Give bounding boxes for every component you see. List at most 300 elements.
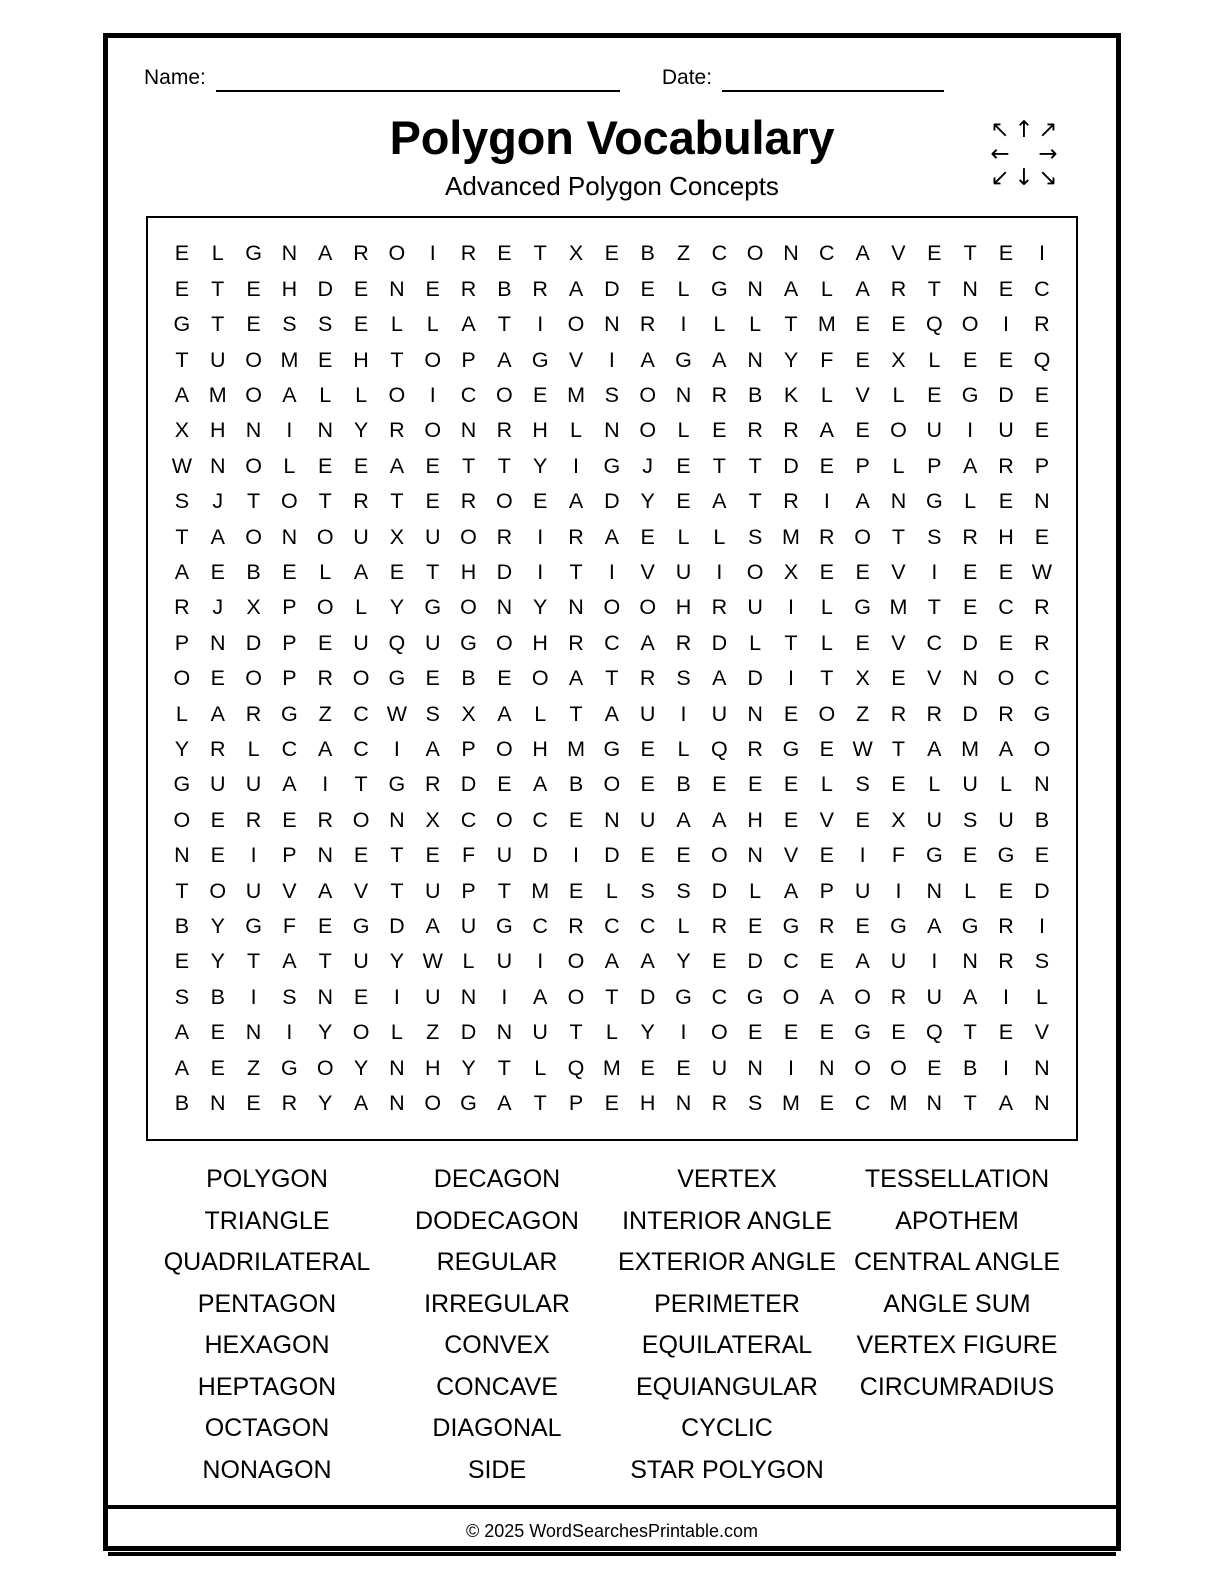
grid-letter-cell[interactable]: H bbox=[532, 630, 548, 655]
grid-letter-cell[interactable]: X bbox=[891, 807, 906, 832]
grid-letter-cell[interactable]: G bbox=[531, 347, 549, 372]
grid-letter-cell[interactable]: A bbox=[927, 914, 942, 938]
grid-letter-cell[interactable]: I bbox=[823, 489, 830, 514]
grid-letter-cell[interactable]: Y bbox=[174, 736, 190, 761]
grid-letter-cell[interactable]: D bbox=[783, 453, 799, 478]
grid-letter-cell[interactable]: O bbox=[639, 382, 657, 407]
grid-letter-cell[interactable]: O bbox=[890, 1055, 907, 1080]
grid-letter-cell[interactable]: S bbox=[747, 524, 763, 549]
grid-letter-cell[interactable]: V bbox=[891, 630, 906, 655]
grid-letter-cell[interactable]: R bbox=[209, 736, 226, 761]
grid-letter-cell[interactable]: U bbox=[424, 630, 441, 655]
grid-letter-cell[interactable]: O bbox=[603, 595, 621, 620]
grid-letter-cell[interactable]: O bbox=[854, 984, 872, 1009]
grid-letter-cell[interactable]: C bbox=[783, 949, 799, 974]
grid-letter-cell[interactable]: R bbox=[890, 701, 907, 726]
grid-letter-cell[interactable]: G bbox=[603, 453, 621, 478]
grid-letter-cell[interactable]: I bbox=[573, 453, 580, 478]
grid-letter-cell[interactable]: V bbox=[855, 382, 870, 407]
grid-letter-cell[interactable]: M bbox=[567, 736, 585, 761]
grid-letter-cell[interactable]: E bbox=[174, 241, 190, 266]
grid-letter-cell[interactable]: T bbox=[390, 347, 404, 372]
grid-letter-cell[interactable]: E bbox=[962, 559, 978, 584]
word-list-item[interactable]: CYCLIC bbox=[681, 1414, 773, 1443]
grid-letter-cell[interactable]: R bbox=[532, 276, 548, 301]
grid-letter-cell[interactable]: E bbox=[246, 1091, 261, 1116]
grid-letter-cell[interactable]: T bbox=[963, 1020, 977, 1045]
grid-letter-cell[interactable]: N bbox=[209, 1091, 226, 1116]
grid-letter-cell[interactable]: A bbox=[174, 559, 190, 584]
grid-letter-cell[interactable]: B bbox=[1034, 807, 1050, 832]
grid-letter-cell[interactable]: T bbox=[605, 666, 619, 691]
grid-letter-cell[interactable]: U bbox=[424, 984, 441, 1009]
grid-letter-cell[interactable]: I bbox=[1002, 1055, 1009, 1080]
grid-letter-cell[interactable]: Z bbox=[247, 1055, 261, 1080]
word-list-item[interactable]: EQUILATERAL bbox=[641, 1331, 813, 1360]
grid-letter-cell[interactable]: O bbox=[567, 984, 585, 1009]
grid-letter-cell[interactable]: C bbox=[532, 914, 548, 938]
grid-letter-cell[interactable]: R bbox=[998, 453, 1014, 478]
grid-letter-cell[interactable]: A bbox=[855, 276, 870, 301]
grid-letter-cell[interactable]: V bbox=[891, 241, 906, 266]
grid-letter-cell[interactable]: C bbox=[460, 382, 477, 407]
grid-letter-cell[interactable]: X bbox=[389, 524, 405, 549]
grid-letter-cell[interactable]: I bbox=[895, 878, 902, 903]
grid-letter-cell[interactable]: E bbox=[783, 701, 799, 726]
grid-letter-cell[interactable]: A bbox=[962, 984, 978, 1009]
word-list-item[interactable]: EQUIANGULAR bbox=[636, 1372, 818, 1401]
grid-letter-cell[interactable]: E bbox=[497, 666, 512, 691]
grid-letter-cell[interactable]: A bbox=[353, 1091, 369, 1116]
grid-letter-cell[interactable]: R bbox=[496, 418, 513, 443]
grid-letter-cell[interactable]: D bbox=[639, 984, 656, 1009]
grid-letter-cell[interactable]: E bbox=[246, 276, 261, 301]
grid-letter-cell[interactable]: E bbox=[962, 347, 978, 372]
grid-letter-cell[interactable]: Y bbox=[389, 949, 405, 974]
grid-letter-cell[interactable]: C bbox=[353, 736, 369, 761]
grid-letter-cell[interactable]: T bbox=[927, 276, 941, 301]
grid-letter-cell[interactable]: E bbox=[353, 843, 369, 868]
grid-letter-cell[interactable]: A bbox=[282, 949, 297, 974]
grid-letter-cell[interactable]: A bbox=[174, 382, 190, 407]
grid-letter-cell[interactable]: Z bbox=[318, 701, 332, 726]
word-list-item[interactable]: PERIMETER bbox=[654, 1289, 800, 1318]
grid-letter-cell[interactable]: I bbox=[537, 524, 544, 549]
grid-letter-cell[interactable]: E bbox=[533, 489, 548, 514]
grid-letter-cell[interactable]: N bbox=[604, 418, 620, 443]
grid-letter-cell[interactable]: T bbox=[533, 1091, 547, 1116]
grid-letter-cell[interactable]: A bbox=[712, 666, 727, 691]
grid-letter-cell[interactable]: S bbox=[1034, 949, 1050, 974]
grid-letter-cell[interactable]: E bbox=[998, 559, 1014, 584]
grid-letter-cell[interactable]: U bbox=[424, 524, 441, 549]
grid-letter-cell[interactable]: A bbox=[604, 701, 620, 726]
grid-letter-cell[interactable]: B bbox=[676, 772, 691, 797]
grid-letter-cell[interactable]: A bbox=[318, 736, 333, 761]
grid-letter-cell[interactable]: N bbox=[747, 701, 763, 726]
grid-letter-cell[interactable]: O bbox=[209, 878, 227, 903]
grid-letter-cell[interactable]: B bbox=[568, 772, 584, 797]
grid-letter-cell[interactable]: E bbox=[1034, 418, 1050, 443]
grid-letter-cell[interactable]: G bbox=[961, 382, 979, 407]
grid-letter-cell[interactable]: E bbox=[282, 807, 297, 832]
grid-letter-cell[interactable]: T bbox=[354, 772, 368, 797]
grid-letter-cell[interactable]: O bbox=[496, 807, 513, 832]
grid-letter-cell[interactable]: O bbox=[890, 418, 907, 443]
grid-letter-cell[interactable]: R bbox=[281, 1091, 298, 1116]
grid-letter-cell[interactable]: V bbox=[819, 807, 834, 832]
grid-letter-cell[interactable]: H bbox=[281, 276, 298, 301]
grid-letter-cell[interactable]: Y bbox=[783, 347, 799, 372]
grid-letter-cell[interactable]: E bbox=[174, 276, 190, 301]
grid-letter-cell[interactable]: N bbox=[245, 418, 262, 443]
grid-letter-cell[interactable]: I bbox=[286, 418, 293, 443]
grid-letter-cell[interactable]: N bbox=[317, 984, 333, 1009]
grid-letter-cell[interactable]: A bbox=[497, 1091, 512, 1116]
grid-letter-cell[interactable]: R bbox=[711, 914, 728, 938]
grid-letter-cell[interactable]: U bbox=[711, 1055, 728, 1080]
grid-letter-cell[interactable]: G bbox=[710, 276, 728, 301]
word-list-item[interactable]: APOTHEM bbox=[895, 1206, 1019, 1235]
grid-letter-cell[interactable]: L bbox=[820, 595, 833, 620]
grid-letter-cell[interactable]: D bbox=[962, 630, 978, 655]
word-list-item[interactable]: EXTERIOR ANGLE bbox=[617, 1248, 837, 1277]
grid-letter-cell[interactable]: E bbox=[604, 241, 620, 266]
grid-letter-cell[interactable]: I bbox=[1002, 312, 1009, 337]
grid-letter-cell[interactable]: O bbox=[316, 524, 334, 549]
grid-letter-cell[interactable]: T bbox=[318, 489, 332, 514]
grid-letter-cell[interactable]: E bbox=[425, 666, 440, 691]
grid-letter-cell[interactable]: T bbox=[497, 878, 511, 903]
grid-letter-cell[interactable]: A bbox=[855, 949, 870, 974]
grid-letter-cell[interactable]: T bbox=[712, 453, 726, 478]
grid-letter-cell[interactable]: E bbox=[640, 772, 655, 797]
grid-letter-cell[interactable]: I bbox=[931, 949, 938, 974]
grid-letter-cell[interactable]: O bbox=[710, 843, 728, 868]
date-input-line[interactable] bbox=[722, 68, 944, 92]
grid-letter-cell[interactable]: J bbox=[212, 489, 224, 514]
grid-letter-cell[interactable]: J bbox=[212, 595, 224, 620]
grid-letter-cell[interactable]: E bbox=[640, 524, 655, 549]
grid-letter-cell[interactable]: B bbox=[747, 382, 763, 407]
grid-letter-cell[interactable]: O bbox=[567, 949, 585, 974]
grid-letter-cell[interactable]: A bbox=[282, 772, 297, 797]
grid-letter-cell[interactable]: T bbox=[963, 241, 977, 266]
grid-letter-cell[interactable]: Y bbox=[389, 595, 405, 620]
grid-letter-cell[interactable]: R bbox=[998, 914, 1014, 938]
grid-letter-cell[interactable]: C bbox=[1034, 276, 1050, 301]
grid-letter-cell[interactable]: T bbox=[390, 843, 404, 868]
grid-letter-cell[interactable]: G bbox=[173, 772, 191, 797]
grid-letter-cell[interactable]: U bbox=[711, 701, 728, 726]
grid-letter-cell[interactable]: F bbox=[461, 843, 476, 868]
grid-letter-cell[interactable]: A bbox=[604, 949, 620, 974]
grid-letter-cell[interactable]: M bbox=[782, 1091, 800, 1116]
grid-letter-cell[interactable]: E bbox=[282, 559, 297, 584]
grid-letter-cell[interactable]: E bbox=[855, 418, 870, 443]
grid-letter-cell[interactable]: Z bbox=[676, 241, 691, 266]
grid-letter-cell[interactable]: N bbox=[496, 1020, 513, 1045]
grid-letter-cell[interactable]: E bbox=[676, 453, 691, 478]
grid-letter-cell[interactable]: U bbox=[353, 524, 369, 549]
grid-letter-cell[interactable]: O bbox=[639, 418, 657, 443]
grid-letter-cell[interactable]: R bbox=[1034, 595, 1050, 620]
grid-letter-cell[interactable]: N bbox=[317, 418, 333, 443]
grid-letter-cell[interactable]: D bbox=[604, 843, 620, 868]
grid-letter-cell[interactable]: A bbox=[783, 878, 799, 903]
grid-letter-cell[interactable]: O bbox=[281, 489, 298, 514]
grid-letter-cell[interactable]: L bbox=[426, 312, 439, 337]
grid-letter-cell[interactable]: N bbox=[389, 1055, 405, 1080]
grid-letter-cell[interactable]: C bbox=[711, 241, 728, 266]
grid-letter-cell[interactable]: C bbox=[460, 807, 477, 832]
grid-letter-cell[interactable]: A bbox=[640, 630, 655, 655]
grid-letter-cell[interactable]: V bbox=[891, 559, 906, 584]
grid-letter-cell[interactable]: U bbox=[245, 772, 262, 797]
grid-letter-cell[interactable]: I bbox=[250, 984, 257, 1009]
grid-letter-cell[interactable]: G bbox=[961, 914, 979, 938]
grid-letter-cell[interactable]: R bbox=[711, 1091, 728, 1116]
grid-letter-cell[interactable]: M bbox=[961, 736, 980, 761]
grid-letter-cell[interactable]: G bbox=[997, 843, 1015, 868]
grid-letter-cell[interactable]: M bbox=[782, 524, 800, 549]
grid-letter-cell[interactable]: G bbox=[675, 347, 692, 372]
grid-letter-cell[interactable]: A bbox=[318, 878, 333, 903]
grid-letter-cell[interactable]: Q bbox=[1033, 347, 1051, 372]
grid-letter-cell[interactable]: L bbox=[999, 772, 1012, 797]
grid-letter-cell[interactable]: U bbox=[424, 878, 441, 903]
grid-letter-cell[interactable]: E bbox=[783, 1020, 799, 1045]
grid-letter-cell[interactable]: U bbox=[245, 878, 262, 903]
grid-letter-cell[interactable]: R bbox=[639, 312, 656, 337]
grid-letter-cell[interactable]: E bbox=[425, 489, 440, 514]
grid-letter-cell[interactable]: E bbox=[998, 489, 1014, 514]
grid-letter-cell[interactable]: Y bbox=[640, 489, 655, 514]
grid-letter-cell[interactable]: L bbox=[390, 1020, 403, 1045]
grid-letter-cell[interactable]: R bbox=[747, 418, 763, 443]
grid-letter-cell[interactable]: O bbox=[352, 666, 370, 691]
grid-letter-cell[interactable]: R bbox=[245, 807, 262, 832]
grid-letter-cell[interactable]: I bbox=[501, 984, 508, 1009]
grid-letter-cell[interactable]: O bbox=[245, 524, 262, 549]
grid-letter-cell[interactable]: A bbox=[927, 736, 942, 761]
grid-letter-cell[interactable]: G bbox=[245, 914, 262, 938]
grid-letter-cell[interactable]: Y bbox=[318, 1020, 333, 1045]
grid-letter-cell[interactable]: X bbox=[891, 347, 906, 372]
grid-letter-cell[interactable]: A bbox=[783, 276, 799, 301]
grid-letter-cell[interactable]: U bbox=[209, 347, 226, 372]
grid-letter-cell[interactable]: L bbox=[677, 418, 690, 443]
grid-letter-cell[interactable]: H bbox=[532, 736, 548, 761]
grid-letter-cell[interactable]: I bbox=[680, 701, 687, 726]
grid-letter-cell[interactable]: N bbox=[604, 807, 620, 832]
grid-letter-cell[interactable]: P bbox=[819, 878, 834, 903]
grid-letter-cell[interactable]: I bbox=[716, 559, 723, 584]
grid-letter-cell[interactable]: Y bbox=[353, 418, 369, 443]
grid-letter-cell[interactable]: Y bbox=[461, 1055, 476, 1080]
grid-letter-cell[interactable]: A bbox=[497, 701, 512, 726]
grid-letter-cell[interactable]: D bbox=[389, 914, 405, 938]
grid-letter-cell[interactable]: H bbox=[998, 524, 1014, 549]
grid-letter-cell[interactable]: E bbox=[210, 1055, 225, 1080]
grid-letter-cell[interactable]: I bbox=[608, 347, 615, 372]
grid-letter-cell[interactable]: E bbox=[819, 1091, 834, 1116]
grid-letter-cell[interactable]: O bbox=[818, 701, 836, 726]
grid-letter-cell[interactable]: C bbox=[926, 630, 943, 655]
grid-letter-cell[interactable]: L bbox=[820, 276, 833, 301]
grid-letter-cell[interactable]: A bbox=[712, 807, 727, 832]
grid-letter-cell[interactable]: R bbox=[317, 807, 333, 832]
grid-letter-cell[interactable]: T bbox=[211, 276, 225, 301]
grid-letter-cell[interactable]: Y bbox=[210, 914, 225, 938]
grid-letter-cell[interactable]: Y bbox=[640, 1020, 655, 1045]
grid-letter-cell[interactable]: U bbox=[460, 914, 477, 938]
grid-letter-cell[interactable]: E bbox=[819, 736, 834, 761]
grid-letter-cell[interactable]: E bbox=[747, 914, 763, 938]
grid-letter-cell[interactable]: A bbox=[998, 1091, 1014, 1116]
grid-letter-cell[interactable]: L bbox=[1035, 984, 1048, 1009]
grid-letter-cell[interactable]: O bbox=[245, 382, 262, 407]
grid-letter-cell[interactable]: P bbox=[282, 630, 297, 655]
grid-letter-cell[interactable]: I bbox=[250, 843, 257, 868]
grid-letter-cell[interactable]: E bbox=[318, 914, 333, 938]
grid-letter-cell[interactable]: E bbox=[1034, 843, 1050, 868]
grid-letter-cell[interactable]: U bbox=[353, 949, 369, 974]
word-list-item[interactable]: INTERIOR ANGLE bbox=[622, 1206, 832, 1235]
grid-letter-cell[interactable]: E bbox=[318, 347, 333, 372]
grid-letter-cell[interactable]: Y bbox=[533, 595, 548, 620]
grid-letter-cell[interactable]: N bbox=[496, 595, 513, 620]
grid-letter-cell[interactable]: F bbox=[282, 914, 296, 938]
grid-letter-cell[interactable]: H bbox=[675, 595, 692, 620]
grid-letter-cell[interactable]: U bbox=[747, 595, 763, 620]
grid-letter-cell[interactable]: A bbox=[210, 701, 225, 726]
grid-letter-cell[interactable]: I bbox=[1038, 241, 1045, 266]
grid-letter-cell[interactable]: O bbox=[531, 666, 549, 691]
grid-letter-cell[interactable]: N bbox=[209, 630, 226, 655]
grid-letter-cell[interactable]: L bbox=[211, 241, 224, 266]
grid-letter-cell[interactable]: C bbox=[604, 630, 620, 655]
grid-letter-cell[interactable]: D bbox=[711, 878, 728, 903]
grid-letter-cell[interactable]: X bbox=[783, 559, 799, 584]
grid-letter-cell[interactable]: D bbox=[711, 630, 728, 655]
grid-letter-cell[interactable]: N bbox=[460, 984, 477, 1009]
grid-letter-cell[interactable]: T bbox=[748, 453, 762, 478]
grid-letter-cell[interactable]: G bbox=[782, 736, 800, 761]
grid-letter-cell[interactable]: Q bbox=[710, 736, 728, 761]
grid-letter-cell[interactable]: S bbox=[318, 312, 333, 337]
grid-letter-cell[interactable]: N bbox=[819, 1055, 835, 1080]
grid-letter-cell[interactable]: E bbox=[568, 807, 584, 832]
grid-letter-cell[interactable]: H bbox=[639, 1091, 656, 1116]
grid-letter-cell[interactable]: T bbox=[497, 1055, 511, 1080]
grid-letter-cell[interactable]: O bbox=[496, 736, 513, 761]
grid-letter-cell[interactable]: R bbox=[998, 701, 1014, 726]
grid-letter-cell[interactable]: W bbox=[422, 949, 443, 974]
grid-letter-cell[interactable]: A bbox=[174, 1055, 190, 1080]
grid-letter-cell[interactable]: E bbox=[998, 276, 1014, 301]
grid-letter-cell[interactable]: V bbox=[783, 843, 799, 868]
grid-letter-cell[interactable]: I bbox=[608, 559, 615, 584]
grid-letter-cell[interactable]: G bbox=[388, 666, 406, 691]
grid-letter-cell[interactable]: F bbox=[891, 843, 906, 868]
grid-letter-cell[interactable]: I bbox=[429, 382, 436, 407]
grid-letter-cell[interactable]: A bbox=[425, 736, 440, 761]
grid-letter-cell[interactable]: P bbox=[568, 1091, 584, 1116]
grid-letter-cell[interactable]: E bbox=[568, 878, 584, 903]
grid-letter-cell[interactable]: G bbox=[245, 241, 262, 266]
grid-letter-cell[interactable]: N bbox=[389, 1091, 405, 1116]
grid-letter-cell[interactable]: L bbox=[175, 701, 188, 726]
grid-letter-cell[interactable]: O bbox=[245, 666, 262, 691]
grid-letter-cell[interactable]: T bbox=[569, 701, 583, 726]
grid-letter-cell[interactable]: G bbox=[388, 772, 406, 797]
grid-letter-cell[interactable]: N bbox=[747, 276, 763, 301]
grid-letter-cell[interactable]: C bbox=[998, 595, 1014, 620]
word-list-item[interactable]: CIRCUMRADIUS bbox=[859, 1372, 1055, 1401]
grid-letter-cell[interactable]: A bbox=[568, 276, 584, 301]
grid-letter-cell[interactable]: W bbox=[852, 736, 873, 761]
grid-letter-cell[interactable]: E bbox=[962, 843, 978, 868]
grid-letter-cell[interactable]: O bbox=[496, 382, 513, 407]
grid-letter-cell[interactable]: T bbox=[318, 949, 332, 974]
grid-letter-cell[interactable]: A bbox=[533, 772, 548, 797]
grid-letter-cell[interactable]: O bbox=[352, 1020, 370, 1045]
grid-letter-cell[interactable]: M bbox=[602, 1055, 621, 1080]
grid-letter-cell[interactable]: G bbox=[460, 630, 477, 655]
grid-letter-cell[interactable]: N bbox=[209, 453, 226, 478]
grid-letter-cell[interactable]: Y bbox=[318, 1091, 333, 1116]
grid-letter-cell[interactable]: L bbox=[820, 382, 833, 407]
grid-letter-cell[interactable]: A bbox=[318, 241, 333, 266]
grid-letter-cell[interactable]: B bbox=[497, 276, 512, 301]
grid-letter-cell[interactable]: L bbox=[749, 312, 762, 337]
word-list-item[interactable]: HEPTAGON bbox=[197, 1372, 337, 1401]
grid-letter-cell[interactable]: E bbox=[855, 914, 870, 938]
grid-letter-cell[interactable]: T bbox=[175, 347, 189, 372]
word-list-item[interactable]: TESSELLATION bbox=[864, 1165, 1050, 1194]
grid-letter-cell[interactable]: L bbox=[892, 453, 905, 478]
grid-letter-cell[interactable]: N bbox=[747, 1055, 763, 1080]
grid-letter-cell[interactable]: U bbox=[532, 1020, 548, 1045]
grid-letter-cell[interactable]: W bbox=[386, 701, 408, 726]
grid-letter-cell[interactable]: E bbox=[676, 843, 691, 868]
grid-letter-cell[interactable]: M bbox=[889, 1091, 908, 1116]
grid-letter-cell[interactable]: R bbox=[711, 382, 728, 407]
name-input-line[interactable] bbox=[216, 68, 620, 92]
grid-letter-cell[interactable]: L bbox=[677, 914, 690, 938]
grid-letter-cell[interactable]: S bbox=[640, 878, 655, 903]
grid-letter-cell[interactable]: O bbox=[603, 772, 621, 797]
grid-letter-cell[interactable]: I bbox=[859, 843, 866, 868]
grid-letter-cell[interactable]: N bbox=[1034, 489, 1050, 514]
grid-letter-cell[interactable]: U bbox=[926, 418, 943, 443]
grid-letter-cell[interactable]: R bbox=[783, 418, 799, 443]
grid-letter-cell[interactable]: T bbox=[175, 878, 189, 903]
grid-letter-cell[interactable]: O bbox=[782, 984, 800, 1009]
grid-letter-cell[interactable]: T bbox=[891, 524, 906, 549]
grid-letter-cell[interactable]: T bbox=[605, 984, 619, 1009]
grid-letter-cell[interactable]: N bbox=[926, 878, 943, 903]
grid-letter-cell[interactable]: Q bbox=[925, 312, 943, 337]
grid-letter-cell[interactable]: I bbox=[788, 666, 794, 691]
grid-letter-cell[interactable]: E bbox=[891, 666, 906, 691]
grid-letter-cell[interactable]: D bbox=[460, 1020, 477, 1045]
grid-letter-cell[interactable]: U bbox=[639, 701, 656, 726]
grid-letter-cell[interactable]: X bbox=[855, 666, 870, 691]
grid-letter-cell[interactable]: T bbox=[426, 559, 440, 584]
grid-letter-cell[interactable]: L bbox=[355, 595, 368, 620]
